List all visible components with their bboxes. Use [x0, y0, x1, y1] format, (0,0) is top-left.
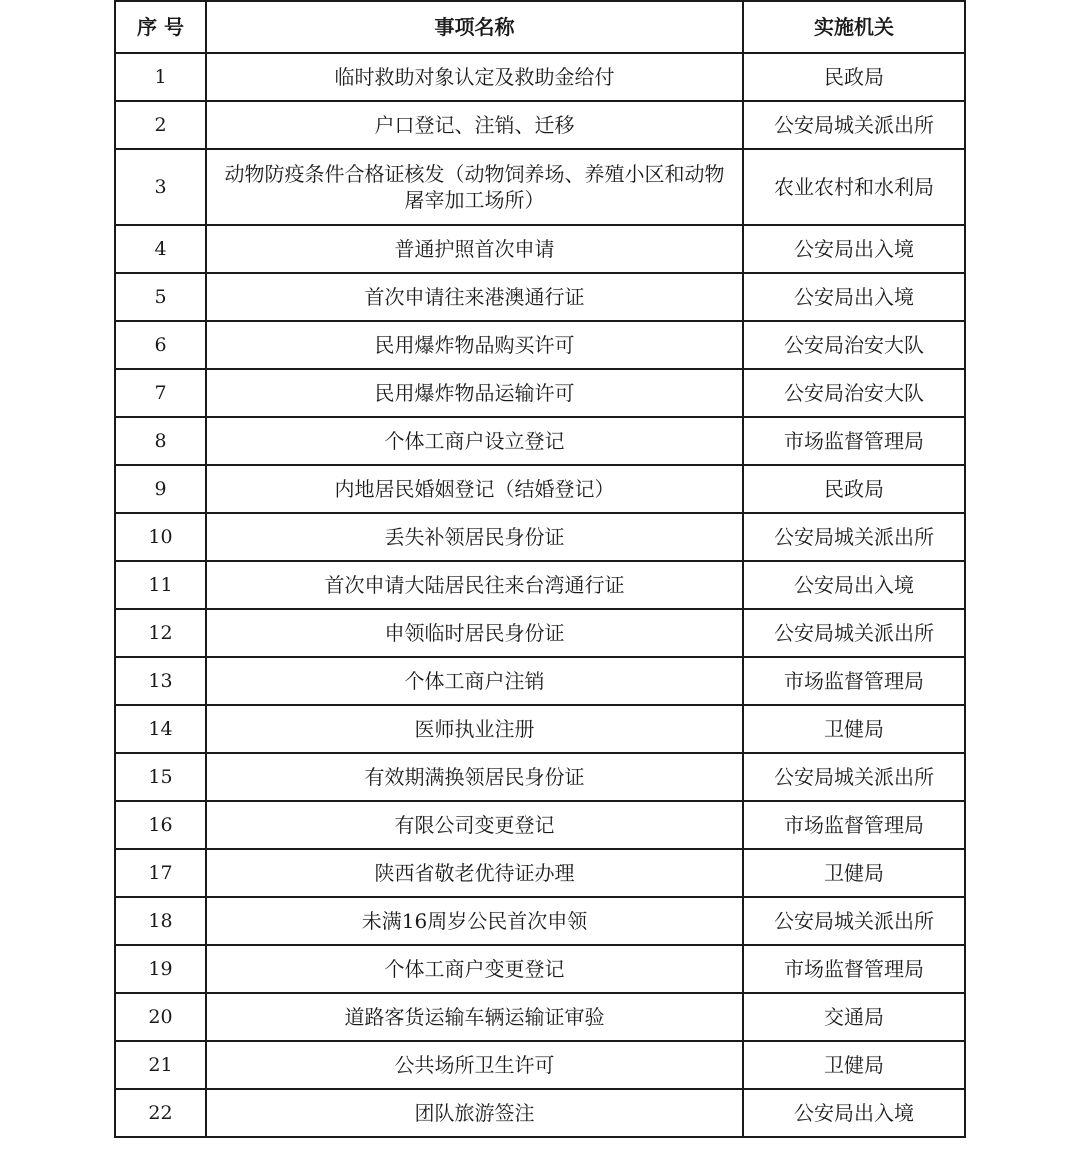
row-item-name: 陕西省敬老优待证办理	[206, 849, 743, 897]
table-row	[115, 753, 965, 801]
row-item-name: 医师执业注册	[206, 705, 743, 753]
row-item-name: 道路客货运输车辆运输证审验	[206, 993, 743, 1041]
row-index: 10	[115, 513, 206, 561]
header-index: 序 号	[115, 1, 206, 53]
row-item-name: 丢失补领居民身份证	[206, 513, 743, 561]
row-item-name: 未满16周岁公民首次申领	[206, 897, 743, 945]
table-row	[115, 101, 965, 149]
table-row	[115, 225, 965, 273]
row-agency: 公安局城关派出所	[743, 101, 965, 149]
row-index: 2	[115, 101, 206, 149]
table-row	[115, 417, 965, 465]
row-item-name: 户口登记、注销、迁移	[206, 101, 743, 149]
row-agency: 民政局	[743, 465, 965, 513]
row-index: 18	[115, 897, 206, 945]
row-item-name: 首次申请往来港澳通行证	[206, 273, 743, 321]
table-row	[115, 561, 965, 609]
row-item-name: 个体工商户变更登记	[206, 945, 743, 993]
row-item-name: 有限公司变更登记	[206, 801, 743, 849]
row-agency: 卫健局	[743, 849, 965, 897]
row-index: 13	[115, 657, 206, 705]
table-row	[115, 609, 965, 657]
table-row	[115, 897, 965, 945]
row-index: 5	[115, 273, 206, 321]
row-index: 15	[115, 753, 206, 801]
row-item-name: 首次申请大陆居民往来台湾通行证	[206, 561, 743, 609]
row-index: 21	[115, 1041, 206, 1089]
table-row	[115, 801, 965, 849]
row-index: 9	[115, 465, 206, 513]
row-agency: 公安局治安大队	[743, 321, 965, 369]
row-agency: 公安局出入境	[743, 273, 965, 321]
row-item-name: 内地居民婚姻登记（结婚登记）	[206, 465, 743, 513]
row-item-name: 民用爆炸物品购买许可	[206, 321, 743, 369]
row-index: 1	[115, 53, 206, 101]
row-index: 16	[115, 801, 206, 849]
row-index: 3	[115, 149, 206, 225]
table-row	[115, 273, 965, 321]
table-row	[115, 849, 965, 897]
header-agency: 实施机关	[743, 1, 965, 53]
row-agency: 卫健局	[743, 1041, 965, 1089]
table-row	[115, 53, 965, 101]
table-row	[115, 369, 965, 417]
row-index: 6	[115, 321, 206, 369]
row-agency: 市场监督管理局	[743, 945, 965, 993]
table-row	[115, 321, 965, 369]
row-index: 17	[115, 849, 206, 897]
row-agency: 交通局	[743, 993, 965, 1041]
header-item-name: 事项名称	[206, 1, 743, 53]
row-agency: 公安局城关派出所	[743, 897, 965, 945]
row-item-name: 个体工商户设立登记	[206, 417, 743, 465]
row-agency: 卫健局	[743, 705, 965, 753]
row-agency: 民政局	[743, 53, 965, 101]
row-index: 11	[115, 561, 206, 609]
row-agency: 公安局出入境	[743, 561, 965, 609]
table-row	[115, 513, 965, 561]
table-row	[115, 993, 965, 1041]
row-agency: 公安局城关派出所	[743, 513, 965, 561]
row-index: 4	[115, 225, 206, 273]
row-item-name: 有效期满换领居民身份证	[206, 753, 743, 801]
service-items-table	[114, 0, 966, 1138]
table-row	[115, 705, 965, 753]
row-item-name: 个体工商户注销	[206, 657, 743, 705]
row-agency: 公安局出入境	[743, 225, 965, 273]
table-row	[115, 149, 965, 225]
row-item-name: 临时救助对象认定及救助金给付	[206, 53, 743, 101]
table-row	[115, 1041, 965, 1089]
row-agency: 市场监督管理局	[743, 417, 965, 465]
row-agency: 公安局出入境	[743, 1089, 965, 1137]
table-row	[115, 945, 965, 993]
row-item-name: 申领临时居民身份证	[206, 609, 743, 657]
table-row	[115, 465, 965, 513]
table-header-row	[115, 1, 965, 53]
row-item-name: 动物防疫条件合格证核发（动物饲养场、养殖小区和动物屠宰加工场所）	[206, 149, 743, 225]
row-index: 20	[115, 993, 206, 1041]
table-row	[115, 657, 965, 705]
row-agency: 市场监督管理局	[743, 657, 965, 705]
row-item-name: 团队旅游签注	[206, 1089, 743, 1137]
row-agency: 公安局治安大队	[743, 369, 965, 417]
row-agency: 公安局城关派出所	[743, 753, 965, 801]
row-index: 19	[115, 945, 206, 993]
row-index: 12	[115, 609, 206, 657]
row-agency: 农业农村和水利局	[743, 149, 965, 225]
row-item-name: 普通护照首次申请	[206, 225, 743, 273]
row-agency: 市场监督管理局	[743, 801, 965, 849]
row-index: 8	[115, 417, 206, 465]
row-index: 14	[115, 705, 206, 753]
row-item-name: 民用爆炸物品运输许可	[206, 369, 743, 417]
table-row	[115, 1089, 965, 1137]
row-index: 22	[115, 1089, 206, 1137]
row-agency: 公安局城关派出所	[743, 609, 965, 657]
row-item-name: 公共场所卫生许可	[206, 1041, 743, 1089]
row-index: 7	[115, 369, 206, 417]
